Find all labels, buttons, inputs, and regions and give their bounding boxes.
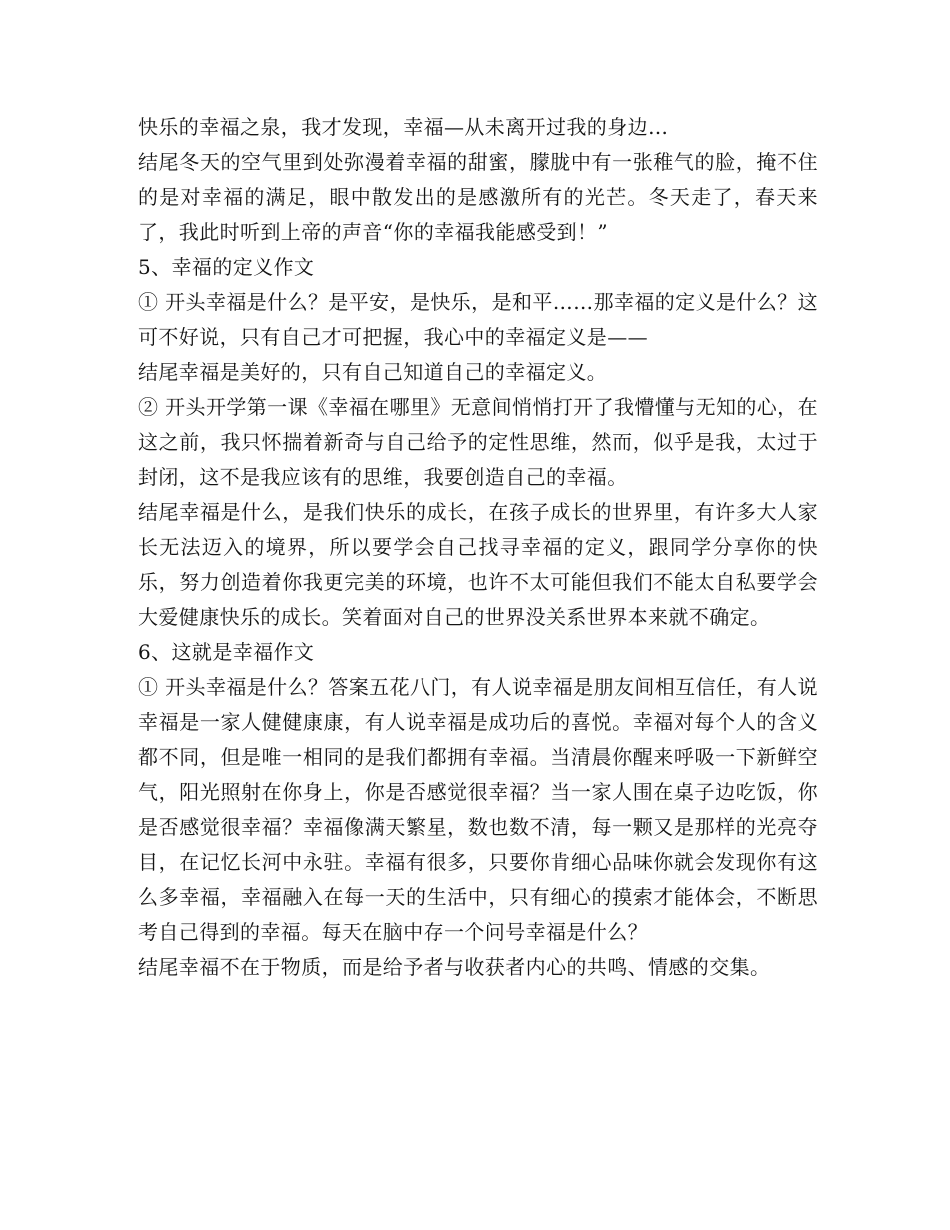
paragraph: ① 开头幸福是什么？答案五花八门，有人说幸福是朋友间相互信任，有人说幸福是一家人健健康康，有人说幸福是成功后的喜悦。幸福对每个人的含义都不同，但是唯一相同的是我们都拥有幸福。当清晨你醒来呼吸一下新鲜空气，阳光照射在你身上，你是否感觉很幸福？当一家人围在桌子边吃饭，你是否感觉很幸福？幸福像满天繁星，数也数不清，每一颗又是那样的光亮夺目，在记忆长河中永驻。幸福有很多，只要你肯细心品味你就会发现你有这么多幸福，幸福融入在每一天的生活中，只有细心的摸索才能体会，不断思考自己得到的幸福。每天在脑中存一个问号幸福是什么？ [138,675,818,944]
paragraph: 快乐的幸福之泉，我才发现，幸福—从未离开过我的身边… [138,115,669,139]
paragraph: ① 开头幸福是什么？是平安，是快乐，是和平……那幸福的定义是什么？这可不好说，只有自己才可把握，我心中的幸福定义是—— [138,290,818,349]
paragraph: 结尾幸福不在于物质，而是给予者与收获者内心的共鸣、情感的交集。 [138,955,771,979]
paragraph: 结尾冬天的空气里到处弥漫着幸福的甜蜜，朦胧中有一张稚气的脸，掩不住的是对幸福的满足，眼中散发出的是感激所有的光芒。冬天走了，春天来了，我此时听到上帝的声音“你的幸福我能感受到！” [138,150,818,244]
section-heading: 5、幸福的定义作文 [138,255,315,279]
paragraph: ② 开头开学第一课《幸福在哪里》无意间悄悄打开了我懵懂与无知的心，在这之前，我只怀揣着新奇与自己给予的定性思维，然而，似乎是我，太过于封闭，这不是我应该有的思维，我要创造自己的幸福。 [138,395,818,489]
document-page [138,110,818,985]
paragraph: 结尾幸福是美好的，只有自己知道自己的幸福定义。 [138,360,608,384]
paragraph: 结尾幸福是什么，是我们快乐的成长，在孩子成长的世界里，有许多大人家长无法迈入的境界，所以要学会自己找寻幸福的定义，跟同学分享你的快乐，努力创造着你我更完美的环境，也许不太可能但我们不能太自私要学会大爱健康快乐的成长。笑着面对自己的世界没关系世界本来就不确定。 [138,500,818,629]
section-heading: 6、这就是幸福作文 [138,640,315,664]
